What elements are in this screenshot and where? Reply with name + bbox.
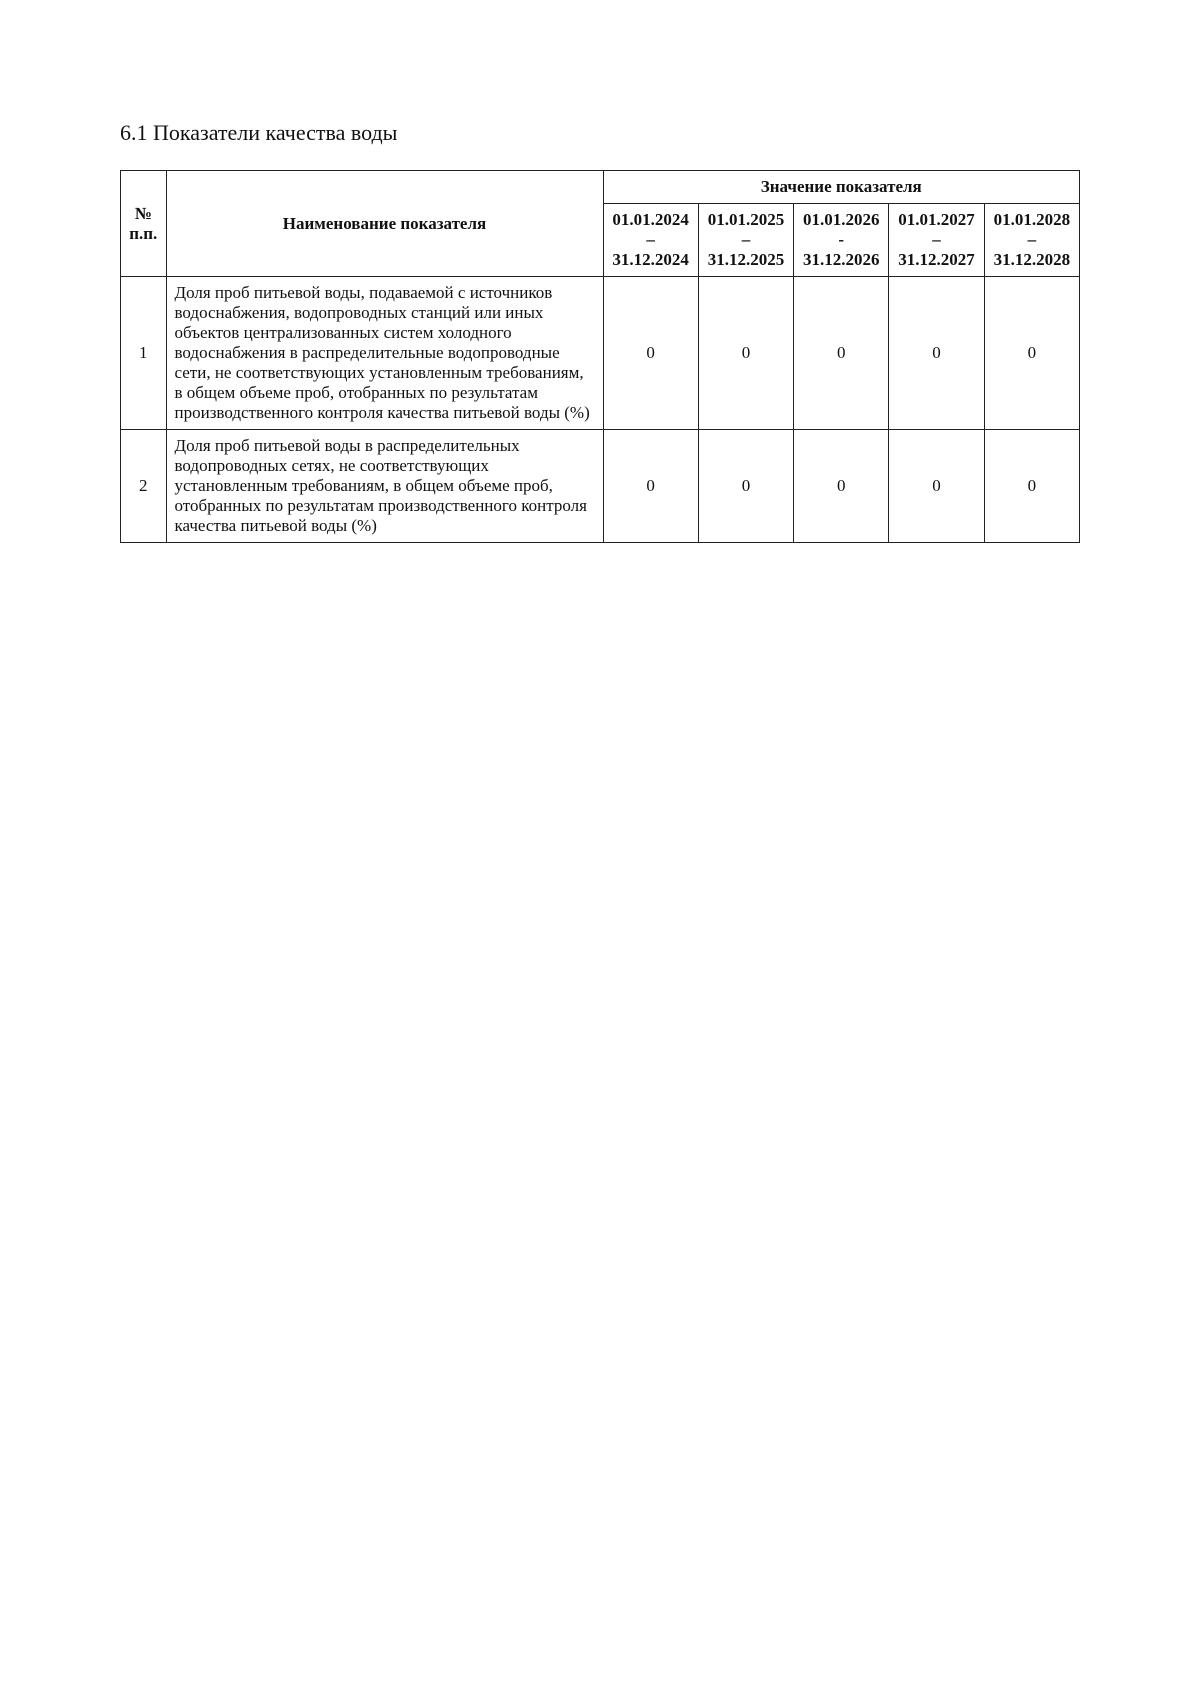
header-period: 01.01.2028 – 31.12.2028 [984,204,1079,277]
section-title: 6.1 Показатели качества воды [120,120,398,145]
header-period: 01.01.2025 – 31.12.2025 [698,204,793,277]
indicator-value: 0 [698,277,793,430]
indicator-name: Доля проб питьевой воды, подаваемой с источников водоснабжения, водопроводных станций или иных объектов централизованных систем холодного водоснабжения в распределительные водопроводные сети, не соответствующих установленным требованиям, в общем объеме проб, отобранных по результатам производственного контроля качества питьевой воды (%) [166,277,603,430]
header-period: 01.01.2024 – 31.12.2024 [603,204,698,277]
header-period: 01.01.2027 – 31.12.2027 [889,204,984,277]
indicator-value: 0 [794,430,889,543]
row-number: 1 [121,277,167,430]
indicator-value: 0 [603,277,698,430]
header-number: № п.п. [121,171,167,277]
indicator-value: 0 [889,277,984,430]
indicator-value: 0 [984,277,1079,430]
header-value-group: Значение показателя [603,171,1080,204]
table-row [121,277,1080,430]
indicator-value: 0 [794,277,889,430]
table-row [121,430,1080,543]
indicator-name: Доля проб питьевой воды в распределительных водопроводных сетях, не соответствующих установленным требованиям, в общем объеме проб, отобранных по результатам производственного контроля качества питьевой воды (%) [166,430,603,543]
header-period: 01.01.2026 - 31.12.2026 [794,204,889,277]
water-quality-table [120,170,1080,543]
indicator-value: 0 [984,430,1079,543]
header-name: Наименование показателя [166,171,603,277]
row-number: 2 [121,430,167,543]
indicator-value: 0 [603,430,698,543]
indicator-value: 0 [698,430,793,543]
indicator-value: 0 [889,430,984,543]
